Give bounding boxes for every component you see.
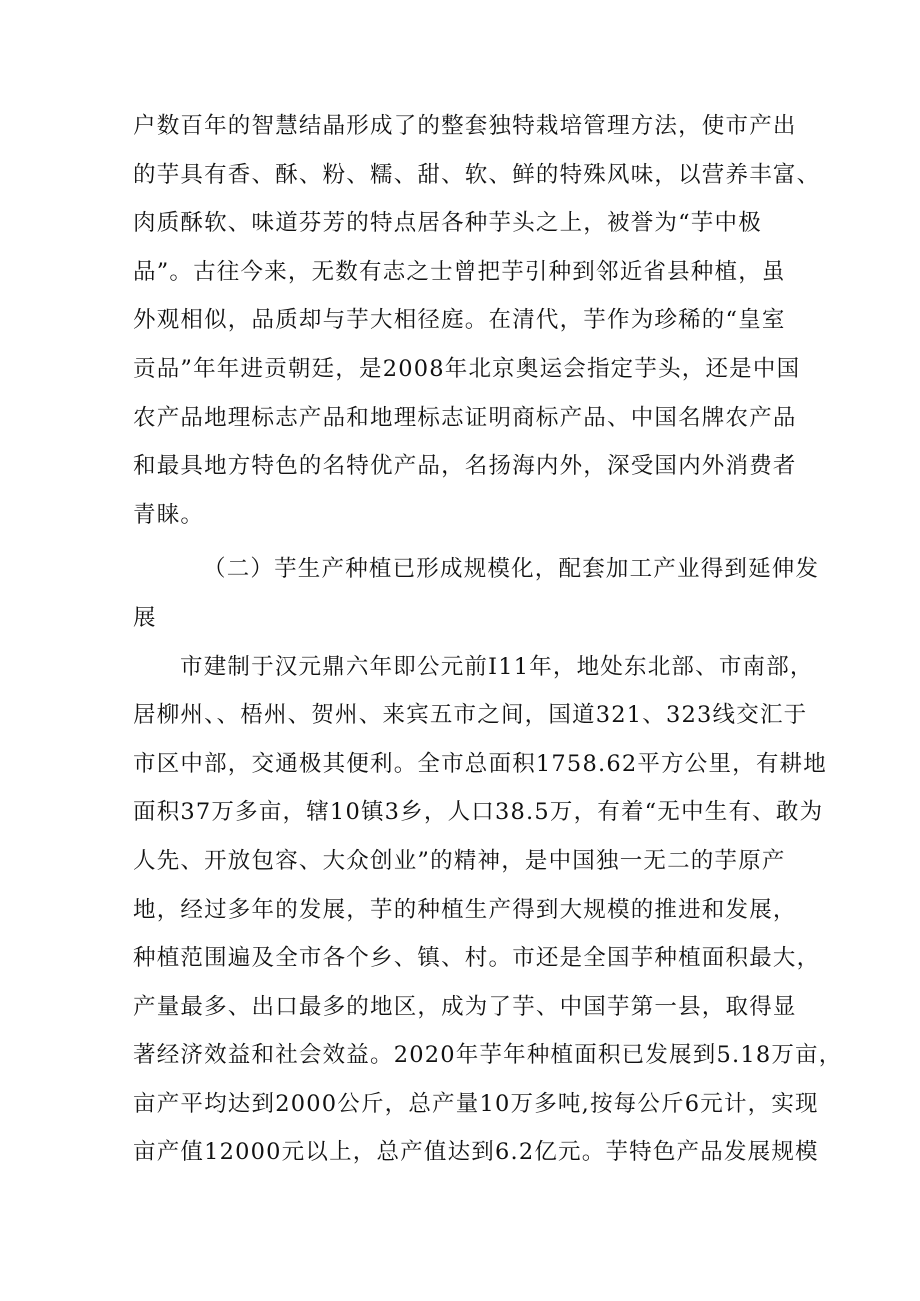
paragraph-line: 市区中部，交通极其便利。全市总面积1758.62平方公里，有耕地 (133, 750, 827, 777)
paragraph-1 (133, 102, 821, 539)
section-heading (133, 545, 820, 642)
paragraph-line: 青睐。 (133, 501, 205, 528)
paragraph-line: 面积37万多亩，辖10镇3乡，人口38.5万，有着“无中生有、敢为 (133, 799, 824, 826)
paragraph-line: 的芋具有香、酥、粉、糯、甜、软、鲜的特殊风味，以营养丰富、 (133, 161, 821, 188)
paragraph-line: 产量最多、出口最多的地区，成为了芋、中国芋第一县，取得显 (133, 993, 797, 1020)
paragraph-line: 户数百年的智慧结晶形成了的整套独特栽培管理方法，使市产出 (133, 113, 797, 139)
paragraph-line: 亩产值12000元以上，总产值达到6.2亿元。芋特色产品发展规模 (133, 1139, 819, 1166)
paragraph-line: 亩产平均达到2000公斤，总产量10万多吨,按每公斤6元计，实现 (133, 1090, 819, 1117)
paragraph-line: 地，经过多年的发展，芋的种植生产得到大规模的推进和发展， (133, 896, 797, 923)
document-body (133, 102, 843, 1177)
paragraph-line: 人先、开放包容、大众创业”的精神，是中国独一无二的芋原产 (133, 847, 786, 874)
paragraph-line: 外观相似，品质却与芋大相径庭。在清代，芋作为珍稀的“皇室 (133, 307, 786, 334)
paragraph-2 (133, 643, 843, 1178)
paragraph-line: 市建制于汉元鼎六年即公元前I11年，地处东北部、市南部， (180, 653, 814, 680)
paragraph-line: 种植范围遍及全市各个乡、镇、村。市还是全国芋种植面积最大， (133, 945, 821, 972)
paragraph-line: 居柳州、、梧州、贺州、来宾五市之间，国道321、323线交汇于 (133, 702, 808, 729)
heading-line: 展 (133, 604, 157, 631)
paragraph-line: 和最具地方特色的名特优产品，名扬海内外，深受国内外消费者 (133, 453, 797, 480)
paragraph-line: 著经济效益和社会效益。2020年芋年种植面积已发展到5.18万亩， (133, 1042, 843, 1069)
paragraph-line: 贡品”年年进贡朝廷，是2008年北京奥运会指定芋头，还是中国 (133, 355, 801, 382)
paragraph-line: 农产品地理标志产品和地理标志证明商标产品、中国名牌农产品 (133, 404, 797, 431)
paragraph-line: 品”。古往今来，无数有志之士曾把芋引种到邻近省县种植，虽 (133, 258, 786, 285)
heading-line: （二）芋生产种植已形成规模化，配套加工产业得到延伸发 (203, 556, 820, 583)
paragraph-line: 肉质酥软、味道芬芳的特点居各种芋头之上，被誉为“芋中极 (133, 210, 762, 237)
